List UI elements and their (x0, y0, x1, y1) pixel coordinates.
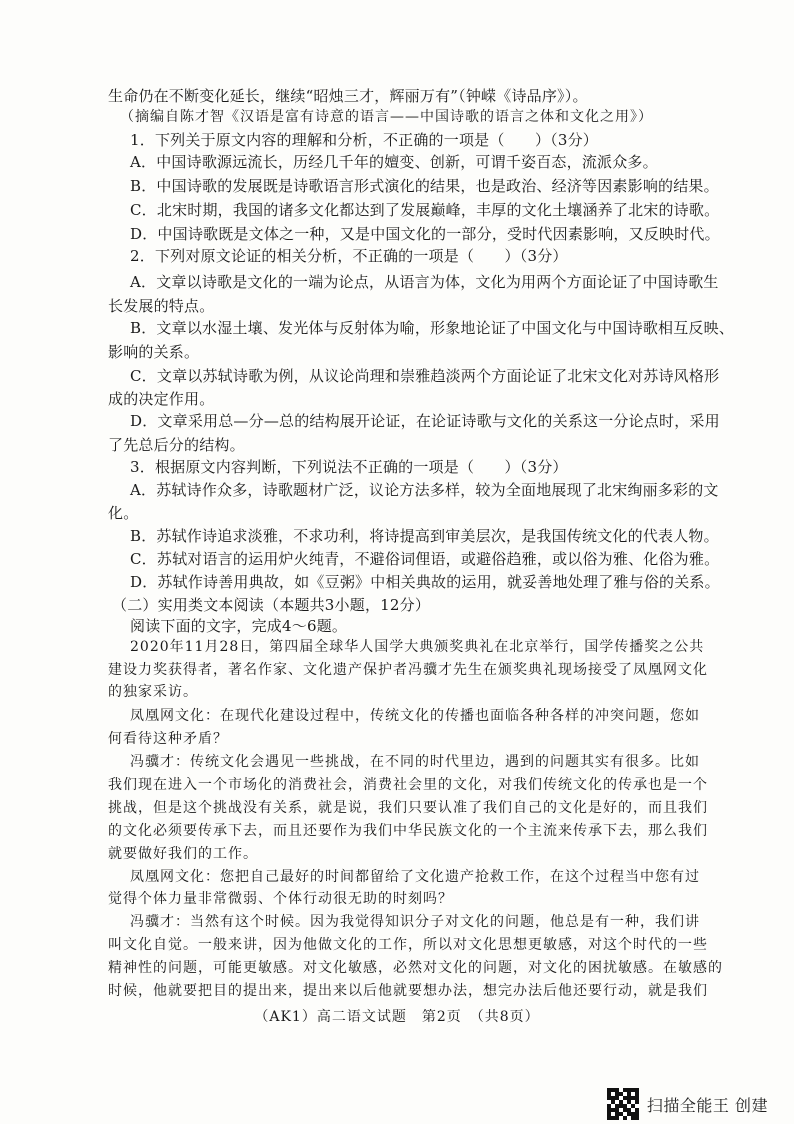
option-a-cont: 化。 (108, 504, 139, 522)
option-b: B．中国诗歌的发展既是诗歌语言形式演化的结果，也是政治、经济等因素影响的结果。 (130, 177, 719, 195)
interview-answer: 冯骥才：当然有这个时候。因为我觉得知识分子对文化的问题，他总是有一种，我们讲 (130, 914, 700, 930)
option-c: C．北宋时期，我国的诸多文化都达到了发展巅峰，丰厚的文化土壤涵养了北宋的诗歌。 (130, 201, 720, 219)
interview-question: 凤凰网文化：您把自己最好的时间都留给了文化遗产抢救工作，在这个过程当中您有过 (130, 869, 700, 885)
option-d: D．文章采用总—分—总的结构展开论证，在论证诗歌与文化的关系这一分论点时，采用 (130, 412, 720, 430)
interview-answer: 冯骥才：传统文化会遇见一些挑战，在不同的时代里边，遇到的问题其实有很多。比如 (130, 754, 700, 770)
option-a-cont: 长发展的特点。 (108, 297, 215, 315)
text-line: 生命仍在不断变化延长，继续“昭烛三才，辉丽万有”（钟嵘《诗品序》）。 (108, 87, 588, 105)
article-paragraph: 2020年11月28日，第四届全球华人国学大典颁奖典礼在北京举行，国学传播奖之公共 (130, 639, 705, 655)
page-footer: （AK1）高二语文试题 第2页 （共8页） (254, 1009, 540, 1025)
source-citation: （摘编自陈才智《汉语是富有诗意的语言——中国诗歌的语言之体和文化之用》） (120, 109, 653, 125)
option-d: D．中国诗歌既是文体之一种，又是中国文化的一部分，受时代因素影响，又反映时代。 (130, 225, 720, 243)
scanner-watermark (607, 1088, 768, 1120)
article-paragraph: 的独家采访。 (108, 684, 198, 700)
interview-question: 觉得个体力量非常微弱、个体行动很无助的时刻吗？ (108, 891, 453, 907)
instruction: 阅读下面的文字，完成4～6题。 (130, 617, 348, 635)
interview-answer: 精神性的问题，可能更敏感。对文化敏感，必然对文化的问题，对文化的困扰敏感。在敏感的 (108, 960, 723, 976)
option-a: A．苏轼诗作众多，诗歌题材广泛，议论方法多样，较为全面地展现了北宋绚丽多彩的文 (130, 481, 719, 499)
option-d-cont: 了先总后分的结构。 (108, 436, 245, 454)
interview-question: 凤凰网文化：在现代化建设过程中，传统文化的传播也面临各种各样的冲突问题，您如 (130, 708, 700, 724)
option-a: A．中国诗歌源远流长，历经几千年的嬗变、创新，可谓千姿百态，流派众多。 (130, 153, 658, 171)
option-d: D．苏轼作诗善用典故，如《豆粥》中相关典故的运用，就妥善地处理了雅与俗的关系。 (130, 573, 720, 591)
article-paragraph: 建设力奖获得者，著名作家、文化遗产保护者冯骥才先生在颁奖典礼现场接受了凤凰网文化 (108, 662, 708, 678)
interview-answer: 时候，他就要把目的提出来，提出来以后他就要想办法，想完办法后他还要行动，就是我们 (108, 983, 708, 999)
interview-answer: 叫文化自觉。一般来讲，因为他做文化的工作，所以对文化思想更敏感，对这个时代的一些 (108, 937, 708, 953)
option-b-cont: 影响的关系。 (108, 343, 200, 361)
interview-answer: 就要做好我们的工作。 (108, 846, 258, 862)
question-2: 2．下列对原文论证的相关分析，不正确的一项是（ ）（3分） (130, 247, 568, 265)
question-3: 3．根据原文内容判断，下列说法不正确的一项是（ ）（3分） (130, 458, 568, 476)
interview-answer: 我们现在进入一个市场化的消费社会，消费社会里的文化，对我们传统文化的传承也是一个 (108, 777, 708, 793)
option-a: A．文章以诗歌是文化的一端为论点，从语言为体，文化为用两个方面论证了中国诗歌生 (130, 273, 719, 291)
interview-question: 何看待这种矛盾？ (108, 731, 228, 747)
section-heading: （二）实用类文本阅读（本题共3小题，12分） (112, 596, 431, 614)
question-1: 1．下列关于原文内容的理解和分析，不正确的一项是（ ）（3分） (130, 131, 598, 149)
interview-answer: 挑战，但是这个挑战没有关系，就是说，我们只要认准了我们自己的文化是好的，而且我们 (108, 800, 708, 816)
option-c: C．文章以苏轼诗歌为例，从议论尚理和崇雅趋淡两个方面论证了北宋文化对苏诗风格形 (130, 367, 720, 385)
interview-answer: 的文化必须要传承下去，而且还要作为我们中华民族文化的一个主流来传承下去，那么我们 (108, 823, 708, 839)
watermark-label: 扫描全能王 创建 (646, 1095, 768, 1115)
option-b: B．苏轼作诗追求淡雅，不求功利，将诗提高到审美层次，是我国传统文化的代表人物。 (130, 527, 719, 545)
option-c: C．苏轼对语言的运用炉火纯青，不避俗词俚语，或避俗趋雅，或以俗为雅、化俗为雅。 (130, 550, 720, 568)
option-b: B．文章以水湿土壤、发光体与反射体为喻，形象地论证了中国文化与中国诗歌相互反映、 (130, 319, 735, 337)
qr-code-icon (607, 1088, 639, 1120)
option-c-cont: 成的决定作用。 (108, 390, 215, 408)
